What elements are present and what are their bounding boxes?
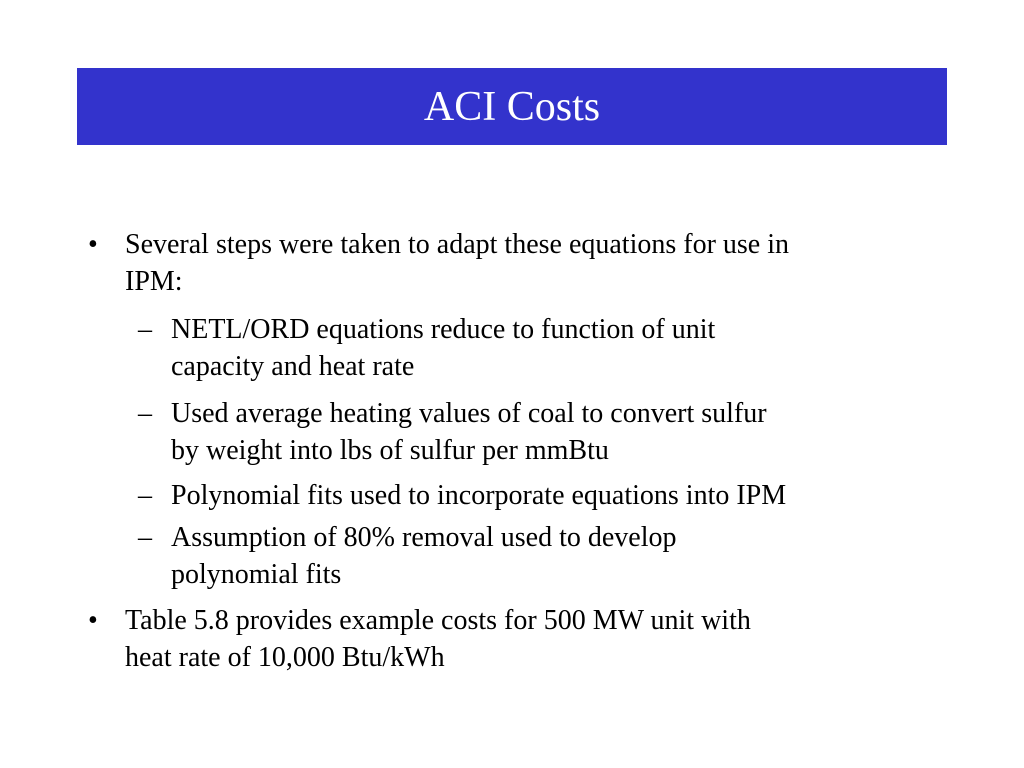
sub-bullet-item-4 <box>138 519 938 593</box>
sub-bullet-marker: – <box>138 522 152 553</box>
sub-bullet-text: Polynomial fits used to incorporate equations into IPM <box>171 480 787 511</box>
bullet-item-1 <box>88 226 948 300</box>
sub-bullet-marker: – <box>138 480 152 511</box>
bullet-marker: • <box>88 229 98 260</box>
bullet-text: Table 5.8 provides example costs for 500 MW unit with heat rate of 10,000 Btu/kWh <box>125 605 751 673</box>
sub-bullet-item-1 <box>138 311 938 385</box>
sub-bullet-text: NETL/ORD equations reduce to function of unit capacity and heat rate <box>171 314 716 382</box>
sub-bullet-text: Assumption of 80% removal used to develop polynomial fits <box>171 522 677 590</box>
sub-bullet-item-2 <box>138 395 938 469</box>
slide-title: ACI Costs <box>423 83 601 130</box>
bullet-list <box>0 226 1024 726</box>
bullet-marker: • <box>88 605 98 636</box>
bullet-item-2 <box>88 602 948 676</box>
bullet-text: Several steps were taken to adapt these equations for use in IPM: <box>125 229 790 297</box>
sub-bullet-marker: – <box>138 398 152 429</box>
sub-bullet-text: Used average heating values of coal to convert sulfur by weight into lbs of sulfur per mmBtu <box>171 398 767 466</box>
sub-bullet-marker: – <box>138 314 152 345</box>
sub-bullet-item-3 <box>138 477 938 515</box>
title-bar <box>77 68 947 145</box>
